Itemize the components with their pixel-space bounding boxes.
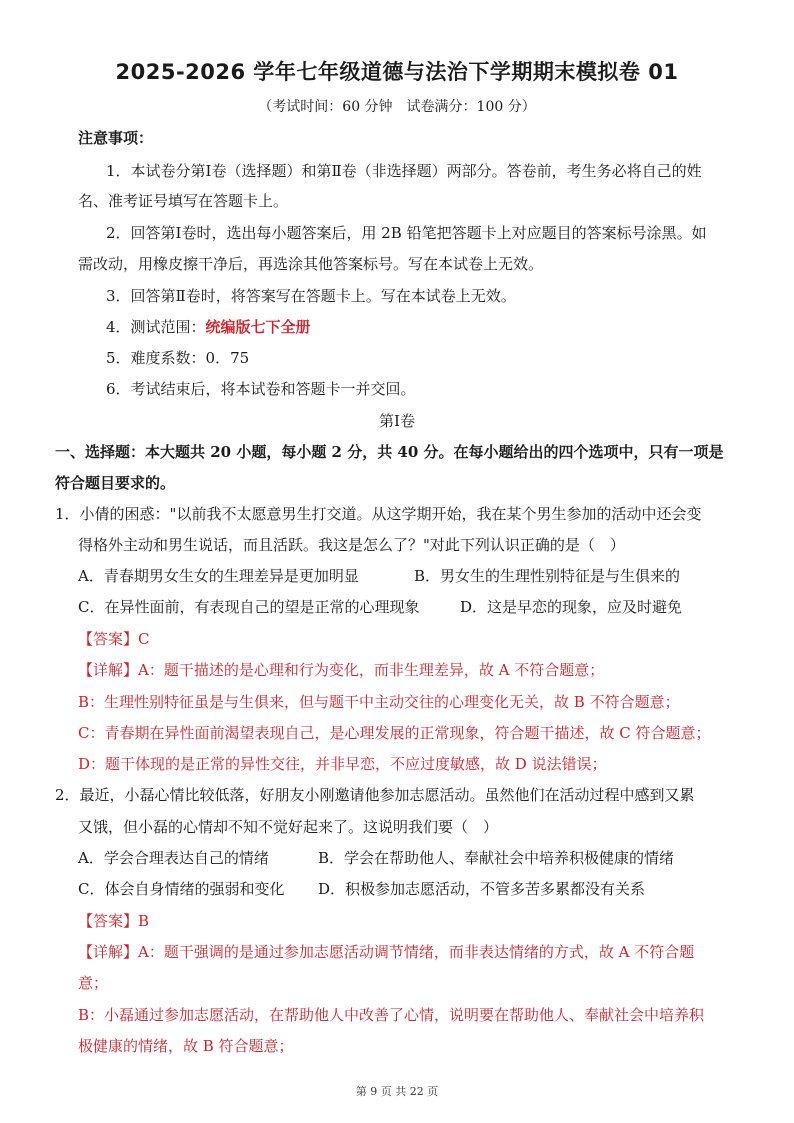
volume-label: 第Ⅰ卷 [379, 412, 415, 430]
section-heading-line1: 一、选择题：本大题共 20 小题，每小题 2 分，共 40 分。在每小题给出的四个选项中，只有一项是 [55, 443, 724, 461]
q2-stem-line2: 又饿，但小磊的心情却不知不觉好起来了。这说明我们要（ ） [78, 818, 499, 836]
q1-option-b: B．男女生的生理性别特征是与生俱来的 [414, 567, 681, 585]
note-item-4 [106, 316, 311, 337]
q2-detail-b-line1: B：小磊通过参加志愿活动，在帮助他人中改善了心情，说明要在帮助他人、奉献社会中培养积 [78, 1006, 705, 1024]
page-number: 第 9 页 共 22 页 [355, 1085, 439, 1098]
q2-detail-b-line2: 极健康的情绪，故 B 符合题意； [78, 1037, 294, 1055]
q1-option-c: C．在异性面前，有表现自己的望是正常的心理现象 [78, 598, 420, 616]
q1-stem-line2: 得格外主动和男生说话，而且活跃。我这是怎么了？"对此下列认识正确的是（ ） [78, 536, 625, 554]
exam-title: 2025-2026 学年七年级道德与法治下学期期末模拟卷 01 [115, 60, 679, 84]
note-item-2-line2: 需改动，用橡皮擦干净后，再选涂其他答案标号。写在本试卷上无效。 [78, 255, 544, 273]
q2-detail-a-line2: 意； [78, 974, 109, 992]
q2-answer: 【答案】B [78, 912, 150, 930]
q1-answer: 【答案】C [78, 630, 150, 648]
q2-detail-a-line1: 【详解】A：题干强调的是通过参加志愿活动调节情绪，而非表达情绪的方式，故 A 不符合题 [78, 943, 695, 961]
note-item-5: 5．难度系数：0．75 [106, 349, 250, 367]
section-heading-line2: 符合题目要求的。 [55, 474, 176, 492]
q1-detail-b: B：生理性别特征虽是与生俱来，但与题干中主动交往的心理变化无关，故 B 不符合题意； [78, 693, 680, 711]
exam-subtitle: （考试时间：60 分钟 试卷满分：100 分） [258, 99, 536, 115]
q2-option-b: B．学会在帮助他人、奉献社会中培养积极健康的情绪 [318, 849, 675, 867]
note-item-1-line2: 名、准考证号填写在答题卡上。 [78, 192, 289, 210]
note-item-6: 6．考试结束后，将本试卷和答题卡一并交回。 [106, 380, 416, 398]
q2-option-a: A．学会合理表达自己的情绪 [78, 849, 269, 867]
note-item-1-line1: 1．本试卷分第Ⅰ卷（选择题）和第Ⅱ卷（非选择题）两部分。答卷前，考生务必将自己的姓 [106, 162, 702, 180]
q1-detail-d: D：题干体现的是正常的异性交往，并非早恋，不应过度敏感，故 D 说法错误； [78, 755, 607, 773]
q1-option-a: A．青春期男女生女的生理差异是更加明显 [78, 567, 359, 585]
q2-option-d: D．积极参加志愿活动，不管多苦多累都没有关系 [318, 880, 646, 898]
q1-detail-c: C：青春期在异性面前渴望表现自己，是心理发展的正常现象，符合题干描述，故 C 符合题意； [78, 724, 711, 742]
note-item-2-line1: 2．回答第Ⅰ卷时，选出每小题答案后，用 2B 铅笔把答题卡上对应题目的答案标号涂黑。如 [106, 224, 707, 242]
note-item-4-value: 统编版七下全册 [205, 318, 311, 336]
note-item-4-label: 4．测试范围： [106, 318, 206, 336]
q1-option-d: D．这是早恋的现象，应及时避免 [460, 598, 683, 616]
q2-option-c: C．体会自身情绪的强弱和变化 [78, 880, 285, 898]
q1-detail-a: 【详解】A：题干描述的是心理和行为变化，而非生理差异，故 A 不符合题意； [78, 661, 605, 679]
q1-stem-line1: 1．小倩的困惑："以前我不太愿意男生打交道。从这学期开始，我在某个男生参加的活动中还会变 [55, 505, 702, 523]
q2-stem-line1: 2．最近，小磊心情比较低落，好朋友小刚邀请他参加志愿活动。虽然他们在活动过程中感到又累 [55, 786, 695, 804]
note-item-3: 3．回答第Ⅱ卷时，将答案写在答题卡上。写在本试卷上无效。 [106, 287, 516, 305]
notes-heading: 注意事项： [78, 129, 154, 147]
